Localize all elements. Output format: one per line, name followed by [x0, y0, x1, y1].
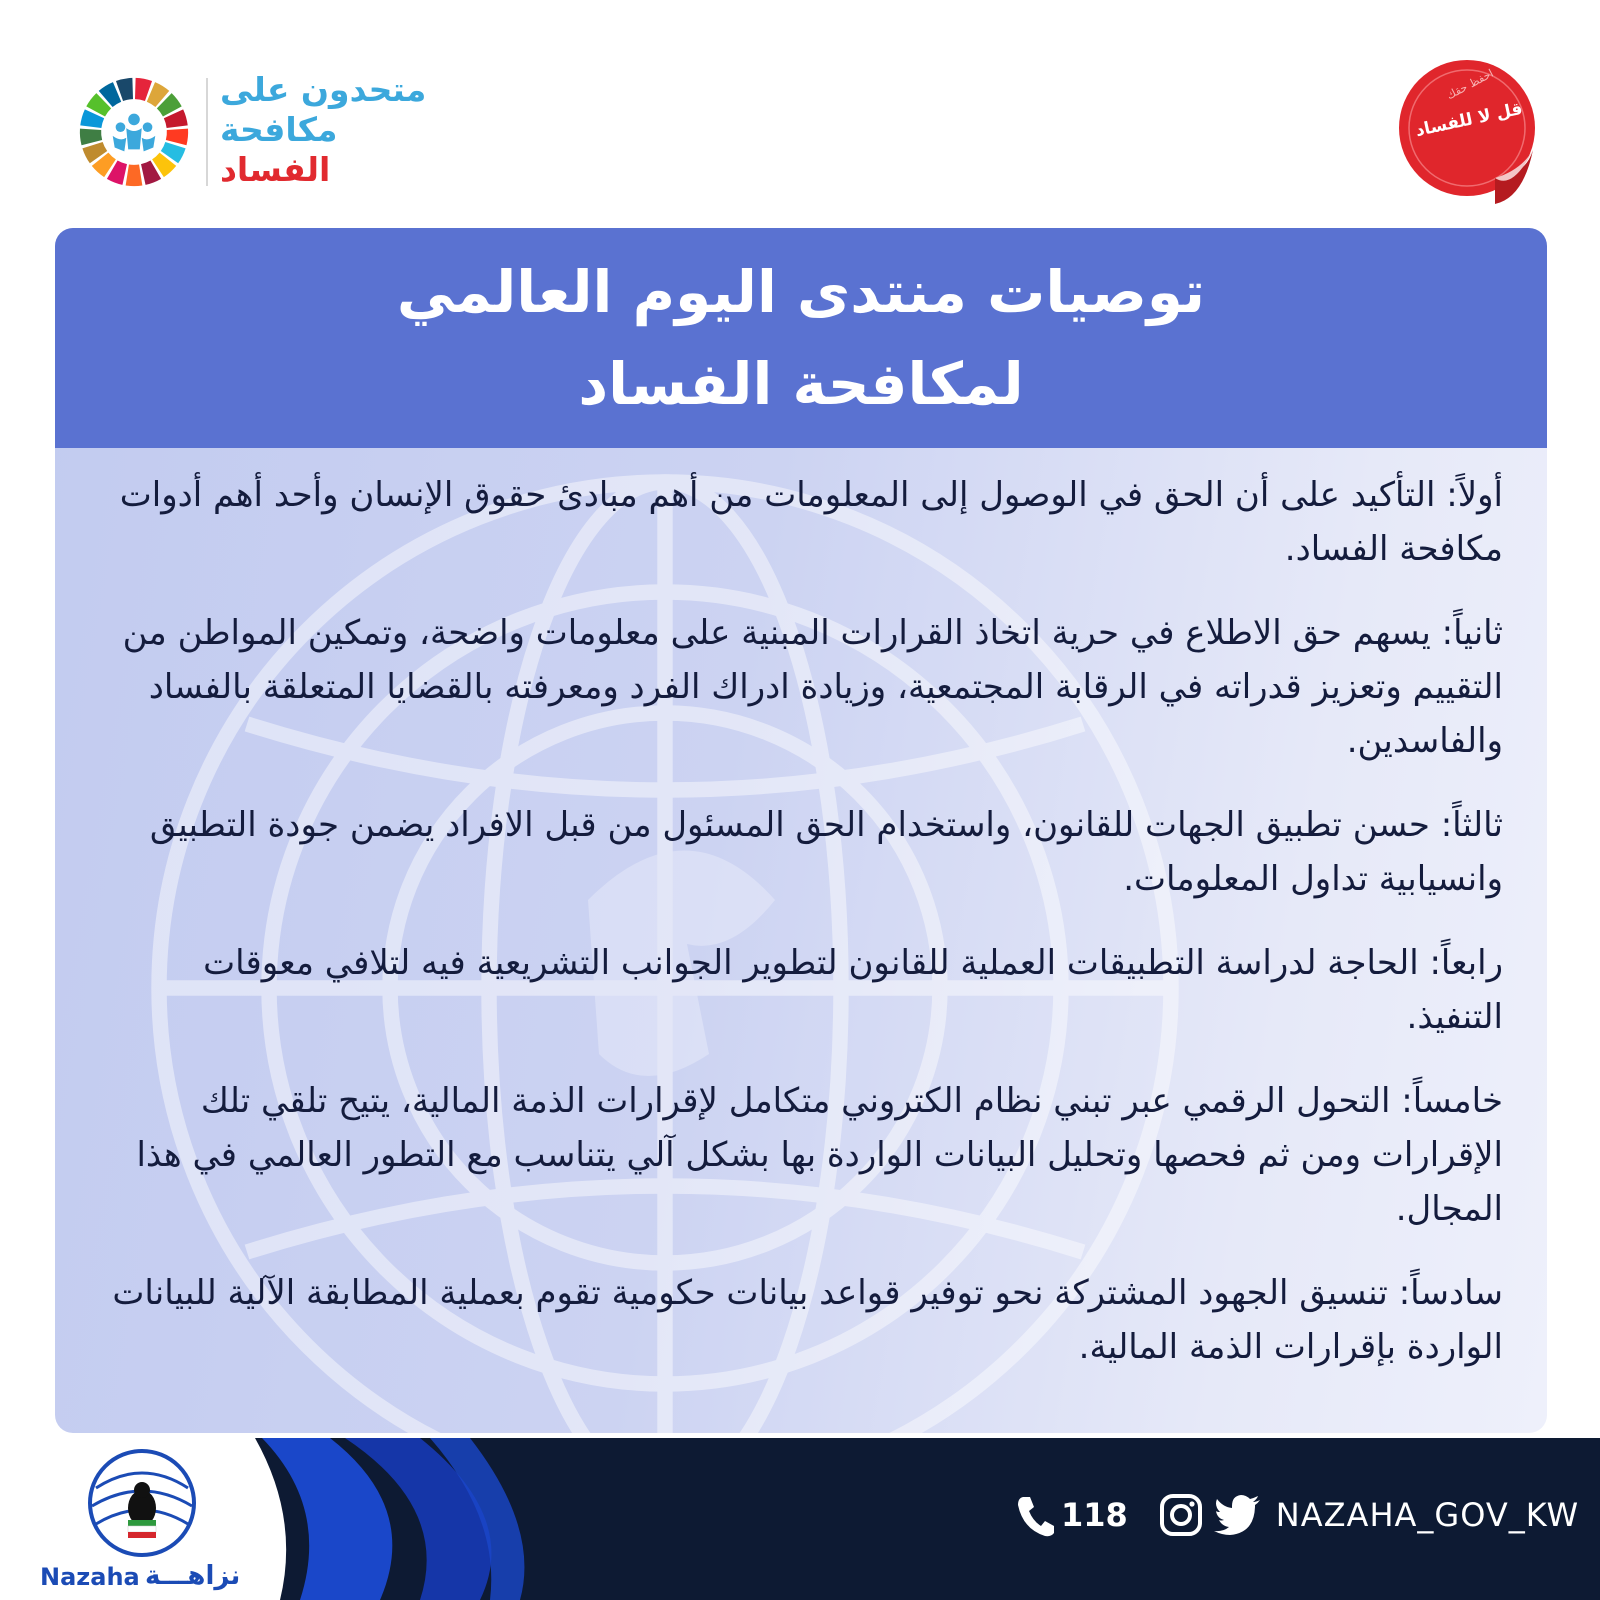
recommendation-4: رابعاً: الحاجة لدراسة التطبيقات العملية للقانون لتطوير الجوانب التشريعية فيه لتلافي معوقات التنفيذ.: [203, 943, 1503, 1037]
instagram-icon[interactable]: [1158, 1492, 1204, 1538]
recommendations-card: [55, 228, 1547, 1433]
sdg-wheel-segment: [80, 129, 102, 146]
phone-number[interactable]: 118: [1061, 1496, 1128, 1534]
nazaha-brand-en: Nazaha: [40, 1563, 140, 1591]
campaign-logo: [70, 70, 470, 200]
contact-bar: [1015, 1490, 1579, 1540]
recommendation-3: ثالثاً: حسن تطبيق الجهات للقانون، واستخدام الحق المسئول من قبل الافراد يضمن جودة التطبيق وانسيابية تداول المعلومات.: [149, 805, 1503, 899]
nazaha-wordmark: [40, 1563, 250, 1593]
recommendation-6: سادساً: تنسيق الجهود المشتركة نحو توفير قواعد بيانات حكومية تقوم بعملية المطابقة الآلية للبيانات الواردة بإقرارات الذمة المالية.: [112, 1273, 1503, 1367]
campaign-line-1: متحدون على: [220, 70, 427, 109]
campaign-logo-text: [220, 70, 510, 190]
phone-icon[interactable]: [1015, 1493, 1055, 1537]
title-line-2: لمكافحة الفساد: [578, 350, 1024, 418]
title-line-1: توصيات منتدى اليوم العالمي: [396, 258, 1206, 326]
recommendations-list: [103, 468, 1503, 1404]
title-band: [55, 228, 1547, 448]
social-handle[interactable]: NAZAHA_GOV_KW: [1275, 1496, 1580, 1534]
sdg-wheel-icon: [76, 74, 192, 190]
recommendation-5: خامساً: التحول الرقمي عبر تبني نظام الكتروني متكامل لإقرارات الذمة المالية، يتيح تلقي تلك الإقرارات ومن ثم فحصها وتحليل البيانات الواردة بها بشكل آلي يتناسب مع التطور العالمي في هذا المجال.: [136, 1081, 1503, 1229]
say-no-to-corruption-sticker: [1395, 58, 1545, 208]
twitter-icon[interactable]: [1214, 1495, 1262, 1535]
recommendation-1: أولاً: التأكيد على أن الحق في الوصول إلى المعلومات من أهم مبادئ حقوق الإنسان وأحد أهم أدوات مكافحة الفساد.: [119, 475, 1503, 569]
footer: [0, 1438, 1600, 1600]
nazaha-emblem-icon: [82, 1448, 202, 1558]
logo-divider: [206, 78, 208, 186]
recommendation-2: ثانياً: يسهم حق الاطلاع في حرية اتخاذ القرارات المبنية على معلومات واضحة، وتمكين المواطن من التقييم وتعزيز قدراته في الرقابة المجتمعية، وزيادة ادراك الفرد ومعرفته بالقضايا المتعلقة بالفساد والفاسدين.: [122, 613, 1503, 761]
sdg-wheel-segment: [166, 129, 188, 146]
sticker-main-text: قل لا للفساد: [1413, 98, 1525, 142]
nazaha-brand-ar: نزاهـــة: [145, 1561, 241, 1591]
campaign-line-2: مكافحة: [220, 110, 338, 149]
sticker-small-text: احفظ حقك: [1444, 66, 1496, 103]
sdg-wheel-segment: [126, 164, 143, 186]
campaign-line-3: الفساد: [220, 150, 331, 189]
